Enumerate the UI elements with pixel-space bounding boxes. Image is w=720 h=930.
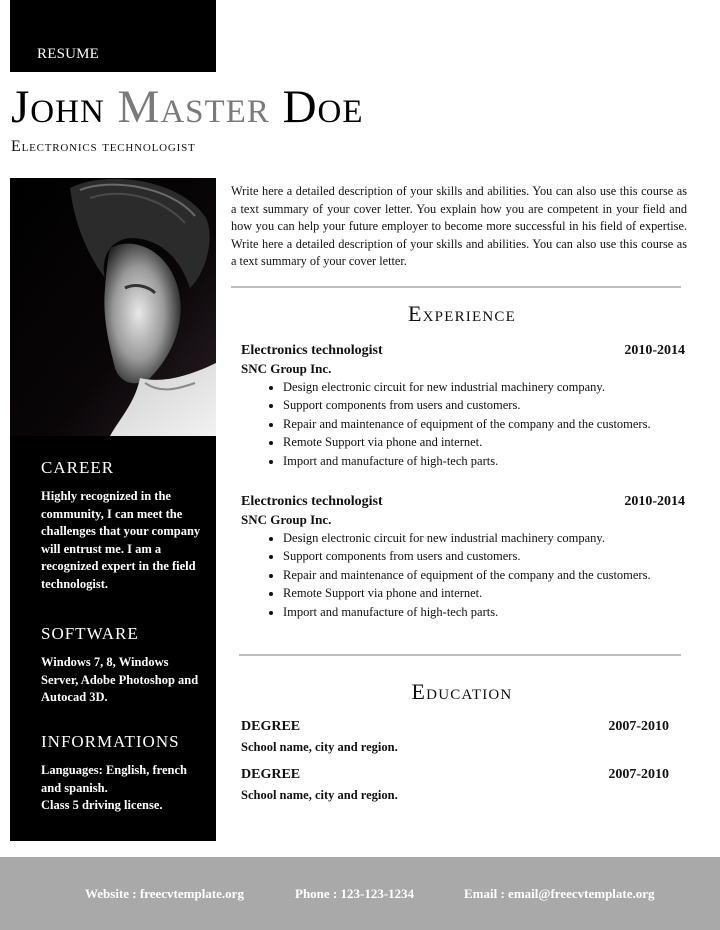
intro-text: Write here a detailed description of your skills and abilities. You can also use this course as a text summary of your cover letter. You explain how you are competent in your field and how you can help your future employer to become more successful in his field of expertise. Write here a detailed description of your skills and abilities. You can also use this course as a text summary of your cover letter. [231, 184, 687, 268]
candidate-name [11, 80, 364, 134]
job-duty: • Remote Support via phone and internet. [283, 433, 685, 451]
job-duty: • Repair and maintenance of equipment of the company and the customers. [283, 415, 685, 433]
job-company: SNC Group Inc. [241, 361, 332, 376]
footer-email: Email : email@freecvtemplate.org [464, 886, 655, 901]
divider-experience [239, 654, 681, 656]
job-duties [241, 378, 685, 470]
resume-tag-label: RESUME [37, 46, 100, 62]
job-title: Electronics technologist [11, 138, 196, 155]
education-entry [241, 766, 669, 804]
profile-photo [10, 178, 216, 436]
job-title: Electronics technologist [241, 494, 383, 509]
informations-license: Class 5 driving license. [41, 798, 163, 812]
resume-tag [10, 0, 216, 72]
name-first: John [11, 81, 105, 133]
name-last: Doe [282, 81, 364, 133]
career-heading: CAREER [41, 458, 115, 477]
school-name: School name, city and region. [241, 740, 398, 754]
job-title: Electronics technologist [241, 343, 383, 358]
degree-name: DEGREE [241, 719, 301, 734]
divider-intro [231, 286, 681, 288]
degree-years: 2007-2010 [608, 719, 669, 734]
degree-name: DEGREE [241, 767, 301, 782]
job-duty: • Support components from users and customers. [283, 396, 685, 414]
job-duty: • Import and manufacture of high-tech parts. [283, 452, 685, 470]
career-text: Highly recognized in the community, I can meet the challenges that your company will entrust me. I am a recognized expert in the field technologist. [41, 489, 201, 591]
footer-website: Website : freecvtemplate.org [85, 886, 244, 901]
job-duty: • Repair and maintenance of equipment of the company and the customers. [283, 566, 685, 584]
degree-years: 2007-2010 [608, 767, 669, 782]
job-duties [241, 529, 685, 621]
job-years: 2010-2014 [624, 343, 685, 358]
name-middle: Master [117, 81, 270, 133]
experience-heading: Experience [408, 301, 516, 326]
career-section [41, 458, 201, 593]
education-heading: Education [411, 679, 513, 704]
job-years: 2010-2014 [624, 494, 685, 509]
footer-phone: Phone : 123-123-1234 [295, 886, 415, 901]
job-duty: • Remote Support via phone and internet. [283, 584, 685, 602]
job-duty: • Design electronic circuit for new industrial machinery company. [283, 378, 685, 396]
job-entry [241, 493, 685, 621]
job-entry [241, 342, 685, 470]
job-company: SNC Group Inc. [241, 512, 332, 527]
informations-heading: INFORMATIONS [41, 732, 180, 751]
software-heading: SOFTWARE [41, 624, 139, 643]
software-section [41, 624, 201, 707]
contact-footer [0, 857, 720, 930]
education-entry [241, 718, 669, 756]
informations-section [41, 732, 201, 815]
job-duty: • Design electronic circuit for new industrial machinery company. [283, 529, 685, 547]
school-name: School name, city and region. [241, 788, 398, 802]
software-text: Windows 7, 8, Windows Server, Adobe Photoshop and Autocad 3D. [41, 655, 199, 704]
job-duty: • Support components from users and customers. [283, 547, 685, 565]
job-duty: • Import and manufacture of high-tech parts. [283, 603, 685, 621]
informations-languages: Languages: English, french and spanish. [41, 763, 187, 795]
